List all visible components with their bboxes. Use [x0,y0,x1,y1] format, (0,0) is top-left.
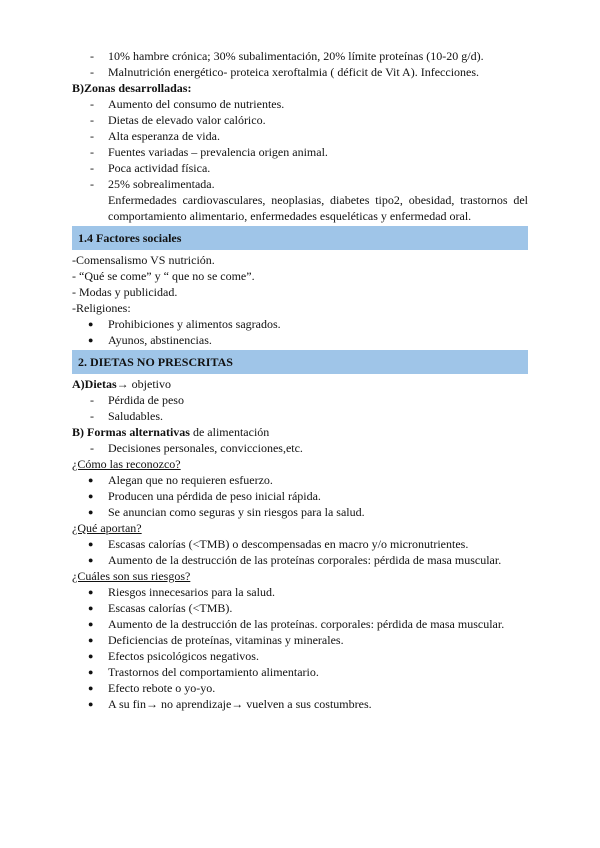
section-heading-2: 2. DIETAS NO PRESCRITAS [72,350,528,374]
bullet-item: ● Alegan que no requieren esfuerzo. [72,472,528,488]
text-line: - “Qué se come” y “ que no se come”. [72,269,255,283]
intro-item: - Malnutrición energético- proteica xeroftalmia ( déficit de Vit A). Infecciones. [72,64,528,80]
bullet-item: ● Aumento de la destrucción de las proteínas corporales: pérdida de masa muscular. [72,552,528,568]
zonas-item: - Fuentes variadas – prevalencia origen animal. [72,144,528,160]
text-line: -Religiones: [72,301,131,315]
bullet-item: ● Riesgos innecesarios para la salud. [72,584,528,600]
b-item: - Decisiones personales, convicciones,etc. [72,440,528,456]
bullet-item: ● Escasas calorías (<TMB). [72,600,528,616]
zonas-continuation: Enfermedades cardiovasculares, neoplasias, diabetes tipo2, obesidad, trastornos del comportamiento alimentario, enfermedades esqueléticas y enfermedad oral. [108,193,528,223]
bullet-item: ● Deficiencias de proteínas, vitaminas y minerales. [72,632,528,648]
document-page [72,48,528,712]
a-item: - Pérdida de peso [72,392,528,408]
bullet-item: ● Se anuncian como seguras y sin riesgos para la salud. [72,504,528,520]
bullet-item: ● A su fin→ no aprendizaje→ vuelven a sus costumbres. [72,696,528,712]
zonas-item: - 25% sobrealimentada. [72,176,528,192]
text-line: -Comensalismo VS nutrición. [72,253,215,267]
zonas-item: - Aumento del consumo de nutrientes. [72,96,528,112]
bullet-item: ● Trastornos del comportamiento alimentario. [72,664,528,680]
bullet-item: ● Prohibiciones y alimentos sagrados. [72,316,528,332]
a-item: - Saludables. [72,408,528,424]
question-heading: ¿Cuáles son sus riesgos? [72,569,191,583]
bullet-item: ● Efecto rebote o yo-yo. [72,680,528,696]
text-line: - Modas y publicidad. [72,285,178,299]
bullet-item: ● Efectos psicológicos negativos. [72,648,528,664]
a-rest: → objetivo [116,377,171,391]
zonas-item: - Dietas de elevado valor calórico. [72,112,528,128]
b-label: B) Formas alternativas [72,425,190,439]
question-heading: ¿Cómo las reconozco? [72,457,181,471]
bullet-item: ● Ayunos, abstinencias. [72,332,528,348]
zonas-title: B)Zonas desarrolladas: [72,81,192,95]
bullet-item: ● Escasas calorías (<TMB) o descompensadas en macro y/o micronutrientes. [72,536,528,552]
a-label: A)Dietas [72,377,117,391]
intro-item: - 10% hambre crónica; 30% subalimentación, 20% límite proteínas (10-20 g/d). [72,48,528,64]
zonas-item: - Poca actividad física. [72,160,528,176]
section-heading-1-4: 1.4 Factores sociales [72,226,528,250]
bullet-item: ● Producen una pérdida de peso inicial rápida. [72,488,528,504]
bullet-item: ● Aumento de la destrucción de las proteínas. corporales: pérdida de masa muscular. [72,616,528,632]
b-rest: de alimentación [189,425,270,439]
question-heading: ¿Qué aportan? [72,521,142,535]
b-line [72,424,528,440]
a-line [72,376,528,392]
zonas-item: - Alta esperanza de vida. [72,128,528,144]
